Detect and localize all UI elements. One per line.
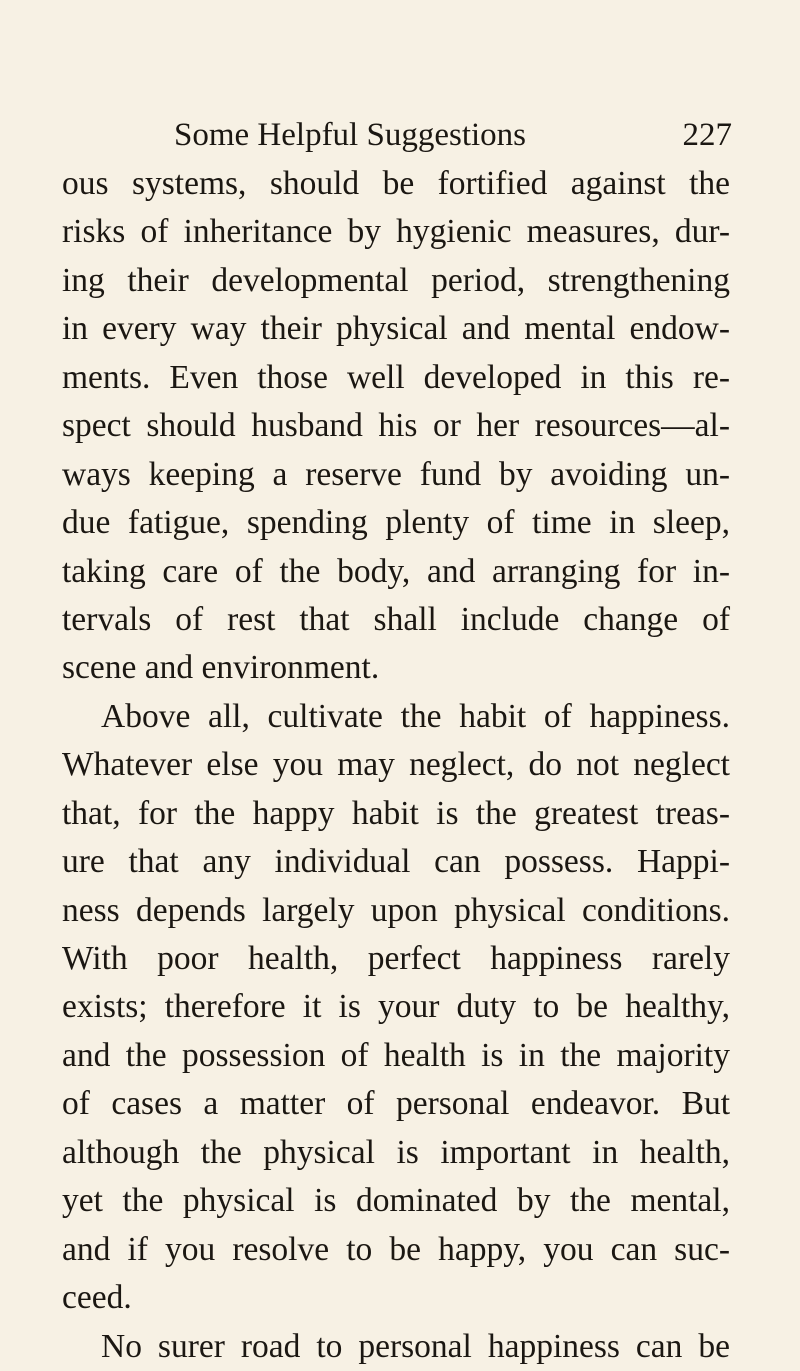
text-line: No surer road to personal happiness can be [101,1327,730,1365]
page-number: 227 [682,117,732,153]
text-line: of cases a matter of personal endeavor. But [62,1085,730,1123]
text-line: that, for the happy habit is the greatest treas- [62,794,730,832]
running-head [140,110,732,160]
text-line: With poor health, perfect happiness rarely [62,940,730,977]
text-line: ceed. [62,1279,132,1317]
text-line: exists; therefore it is your duty to be healthy, [62,988,730,1026]
text-line: taking care of the body, and arranging for in- [62,552,730,590]
text-line: ure that any individual can possess. Happi- [62,843,730,881]
text-line: and the possession of health is in the majority [62,1036,730,1074]
text-line: scene and environment. [62,649,380,687]
text-line: ness depends largely upon physical conditions. [62,891,730,929]
text-line: Whatever else you may neglect, do not neglect [62,746,730,784]
text-line: although the physical is important in health, [62,1133,730,1171]
text-line: spect should husband his or her resources—al- [62,407,730,445]
text-line: risks of inheritance by hygienic measures, dur- [62,213,730,251]
running-title: Some Helpful Suggestions [174,117,526,153]
text-line: tervals of rest that shall include change of [62,600,730,638]
text-line: ing their developmental period, strengthening [62,261,730,299]
text-line: and if you resolve to be happy, you can suc- [62,1230,730,1268]
text-line: ments. Even those well developed in this re- [62,358,730,396]
body-text [62,160,730,1371]
text-line: Above all, cultivate the habit of happiness. [101,697,730,735]
text-line: yet the physical is dominated by the mental, [62,1182,730,1220]
text-line: ous systems, should be fortified against the [62,165,730,202]
text-line: in every way their physical and mental endow- [62,310,730,348]
text-line: ways keeping a reserve fund by avoiding un- [62,455,730,493]
text-line: due fatigue, spending plenty of time in sleep, [62,504,730,542]
